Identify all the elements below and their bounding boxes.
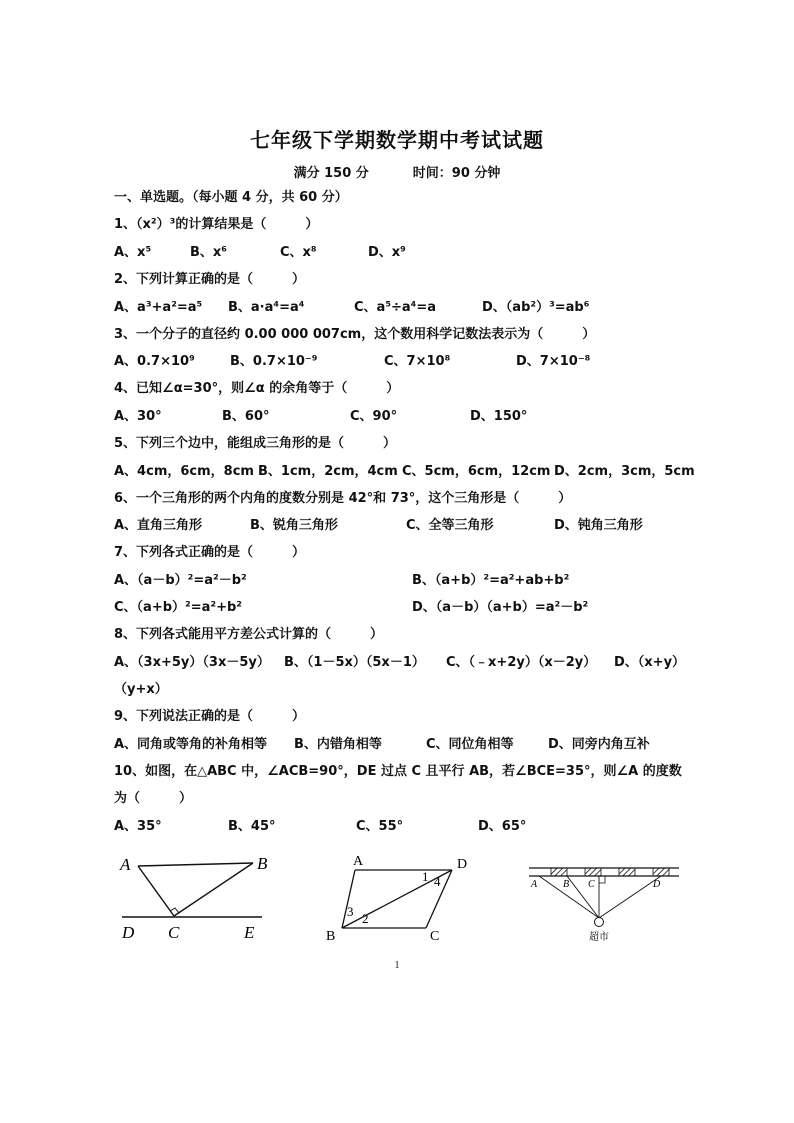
option: A、0.7×10⁹ bbox=[114, 354, 195, 369]
option: A、30° bbox=[114, 409, 162, 424]
option: D、65° bbox=[478, 819, 527, 834]
label-b: B bbox=[563, 879, 570, 890]
option: D、7×10⁻⁸ bbox=[516, 354, 591, 369]
option: A、（a－b）²=a²－b² bbox=[114, 573, 247, 588]
option: C、（﹣x+2y）（x－2y） bbox=[446, 655, 597, 670]
question-stem-continuation: 为（ ） bbox=[114, 791, 193, 806]
question-stem: 8、下列各式能用平方差公式计算的（ ） bbox=[114, 627, 384, 642]
option: C、全等三角形 bbox=[406, 518, 494, 533]
page-title: 七年级下学期数学期中考试试题 bbox=[250, 128, 544, 152]
option: D、同旁内角互补 bbox=[548, 737, 650, 752]
option: D、x⁹ bbox=[368, 245, 406, 260]
page-number: 1 bbox=[394, 960, 400, 971]
question-stem: 6、一个三角形的两个内角的度数分别是 42°和 73°，这个三角形是（ ） bbox=[114, 491, 572, 506]
label-a: A bbox=[353, 854, 364, 869]
option: B、（1－5x）（5x－1） bbox=[284, 655, 425, 670]
full-score: 满分 150 分 bbox=[293, 166, 369, 181]
angle-3: 3 bbox=[347, 904, 354, 919]
question-stem: 5、下列三个边中，能组成三角形的是（ ） bbox=[114, 436, 397, 451]
option: A、x⁵ bbox=[114, 245, 152, 260]
angle-4: 4 bbox=[434, 874, 441, 889]
option: B、60° bbox=[222, 409, 270, 424]
option: C、90° bbox=[350, 409, 398, 424]
label-c: C bbox=[588, 879, 595, 890]
label-c: C bbox=[430, 929, 440, 944]
option: C、（a+b）²=a²+b² bbox=[114, 600, 242, 615]
option-continuation: （y+x） bbox=[114, 682, 168, 697]
figure-triangle-abc bbox=[112, 850, 282, 945]
label-d: D bbox=[457, 857, 468, 872]
option: B、a·a⁴=a⁴ bbox=[228, 300, 305, 315]
option: D、2cm，3cm，5cm bbox=[554, 464, 695, 479]
option: A、35° bbox=[114, 819, 162, 834]
option: D、（ab²）³=ab⁶ bbox=[482, 300, 590, 315]
option: C、7×10⁸ bbox=[384, 354, 451, 369]
option: B、1cm，2cm，4cm bbox=[258, 464, 398, 479]
question-stem: 4、已知∠α=30°，则∠α 的余角等于（ ） bbox=[114, 381, 400, 396]
option: D、（x+y） bbox=[614, 655, 686, 670]
label-e: E bbox=[244, 923, 255, 942]
angle-1: 1 bbox=[422, 869, 429, 884]
option: A、a³+a²=a⁵ bbox=[114, 300, 203, 315]
exam-info bbox=[0, 162, 794, 181]
option: A、同角或等角的补角相等 bbox=[114, 737, 268, 752]
option: C、同位角相等 bbox=[426, 737, 514, 752]
figure-supermarket bbox=[525, 860, 685, 945]
option: B、0.7×10⁻⁹ bbox=[230, 354, 318, 369]
label-c: C bbox=[168, 923, 180, 942]
option: A、4cm，6cm，8cm bbox=[114, 464, 254, 479]
question-stem: 2、下列计算正确的是（ ） bbox=[114, 272, 306, 287]
option: B、内错角相等 bbox=[294, 737, 382, 752]
option: B、（a+b）²=a²+ab+b² bbox=[412, 573, 570, 588]
option: B、45° bbox=[228, 819, 276, 834]
supermarket-caption: 超市 bbox=[589, 932, 609, 943]
label-a: A bbox=[120, 855, 131, 874]
question-stem: 1、（x²）³的计算结果是（ ） bbox=[114, 217, 319, 232]
option: A、（3x+5y）（3x－5y） bbox=[114, 655, 270, 670]
option: A、直角三角形 bbox=[114, 518, 203, 533]
option: C、55° bbox=[356, 819, 404, 834]
option: B、x⁶ bbox=[190, 245, 227, 260]
angle-2: 2 bbox=[362, 911, 369, 926]
option: D、钝角三角形 bbox=[554, 518, 643, 533]
option: C、5cm，6cm，12cm bbox=[402, 464, 551, 479]
option: C、a⁵÷a⁴=a bbox=[354, 300, 437, 315]
label-b: B bbox=[326, 929, 336, 944]
label-b: B bbox=[257, 854, 268, 873]
option: C、x⁸ bbox=[280, 245, 317, 260]
option: D、150° bbox=[470, 409, 528, 424]
question-stem: 10、如图，在△ABC 中，∠ACB=90°，DE 过点 C 且平行 AB，若∠BCE=35°，则∠A 的度数 bbox=[114, 764, 682, 779]
label-a: A bbox=[531, 879, 538, 890]
option: D、（a－b）（a+b）=a²－b² bbox=[412, 600, 589, 615]
figure-parallelogram bbox=[318, 850, 478, 945]
section-heading: 一、单选题。（每小题 4 分，共 60 分） bbox=[114, 190, 348, 205]
label-d: D bbox=[653, 879, 661, 890]
option: B、锐角三角形 bbox=[250, 518, 338, 533]
question-stem: 9、下列说法正确的是（ ） bbox=[114, 709, 306, 724]
label-d: D bbox=[122, 923, 135, 942]
question-stem: 7、下列各式正确的是（ ） bbox=[114, 545, 306, 560]
time-limit: 时间：90 分钟 bbox=[412, 166, 501, 181]
question-stem: 3、一个分子的直径约 0.00 000 007cm，这个数用科学记数法表示为（ ） bbox=[114, 327, 596, 342]
